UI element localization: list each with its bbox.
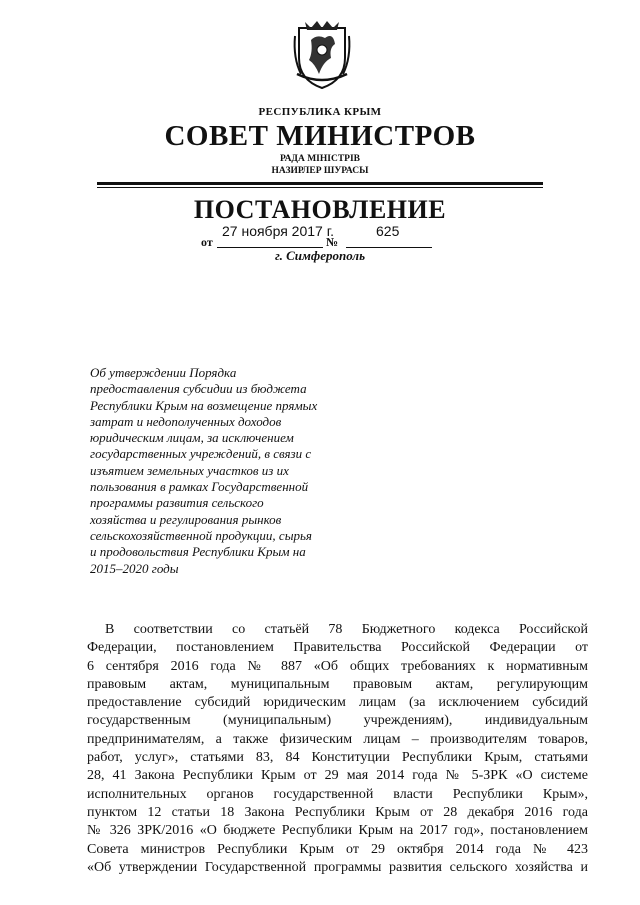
coat-of-arms-icon: [291, 18, 353, 90]
handwritten-date: 27 ноября 2017 г.: [222, 223, 334, 239]
title-line: сельскохозяйственной продукции, сырья: [90, 527, 312, 543]
body-line: государственным (муниципальным) учреждениям), индивидуальным: [87, 713, 588, 729]
title-line: юридическим лицам, за исключением: [90, 430, 294, 446]
body-paragraph: [87, 621, 588, 877]
city: г. Симферополь: [274, 248, 366, 263]
body-line: Федерации, постановлением Правительства Российской Федерации от: [87, 640, 588, 656]
title-line: Об утверждении Порядка: [90, 365, 237, 380]
body-line: предпринимателям, а также физическим лицам – производителям товаров,: [87, 731, 588, 747]
body-line: В соответствии со статьёй 78 Бюджетного кодекса Российской: [105, 622, 588, 637]
resolution-title: [90, 365, 390, 577]
title-line: государственных учреждений, в связи с: [90, 446, 312, 462]
title-line: 2015–2020 годы: [90, 560, 179, 576]
header-rule-thick: [97, 182, 543, 185]
body-line: «Об утверждении Государственной программы развития сельского хозяйства и: [87, 859, 588, 875]
body-line: правовым актам, муниципальным правовым актам, регулирующим: [87, 676, 588, 692]
title-line: пользования в рамках Государственной: [90, 479, 309, 495]
body-line: исполнительных органов государственной власти Республики Крым»,: [87, 786, 588, 802]
title-line: программы развития сельского: [90, 495, 264, 511]
title-line: Республики Крым на возмещение прямых: [90, 397, 318, 413]
title-line: изъятием земельных участков из их: [90, 462, 289, 478]
body-line: предоставление субсидий юридическим лицам (за исключением субсидий: [87, 695, 588, 711]
title-line: предоставления субсидии из бюджета: [90, 381, 307, 397]
republic-name: РЕСПУБЛИКА КРЫМ: [258, 106, 382, 118]
body-line: пунктом 12 статьи 18 Закона Республики Крым от 28 декабря 2016 года: [87, 804, 588, 820]
number-label: №: [326, 235, 339, 249]
title-line: и продовольствия Республики Крым на: [90, 544, 306, 560]
body-line: Совета министров Республики Крым от 29 октября 2014 года № 423: [87, 841, 588, 857]
title-line: затрат и недополученных доходов: [90, 413, 282, 429]
title-line: хозяйства и регулирования рынков: [90, 511, 282, 527]
council-name-ua: РАДА МІНІСТРІВ: [279, 154, 360, 164]
body-line: № 326 ЗРК/2016 «О бюджете Республики Крым на 2017 год», постановлением: [87, 823, 588, 839]
date-label: от: [201, 235, 213, 249]
handwritten-number: 625: [376, 223, 400, 239]
body-line: 28, 41 Закона Республики Крым от 29 мая 2014 года № 5-ЗРК «О системе: [87, 768, 588, 784]
header-rule-thin: [97, 187, 543, 188]
body-line: работ, услуг», статьями 83, 84 Конституции Республики Крым, статьями: [87, 750, 588, 766]
body-line: 6 сентября 2016 года № 887 «Об общих требованиях к нормативным: [87, 658, 588, 674]
council-name: СОВЕТ МИНИСТРОВ: [164, 120, 476, 152]
document-type: ПОСТАНОВЛЕНИЕ: [193, 195, 447, 224]
council-name-crh: НАЗИРЛЕР ШУРАСЫ: [271, 166, 369, 176]
